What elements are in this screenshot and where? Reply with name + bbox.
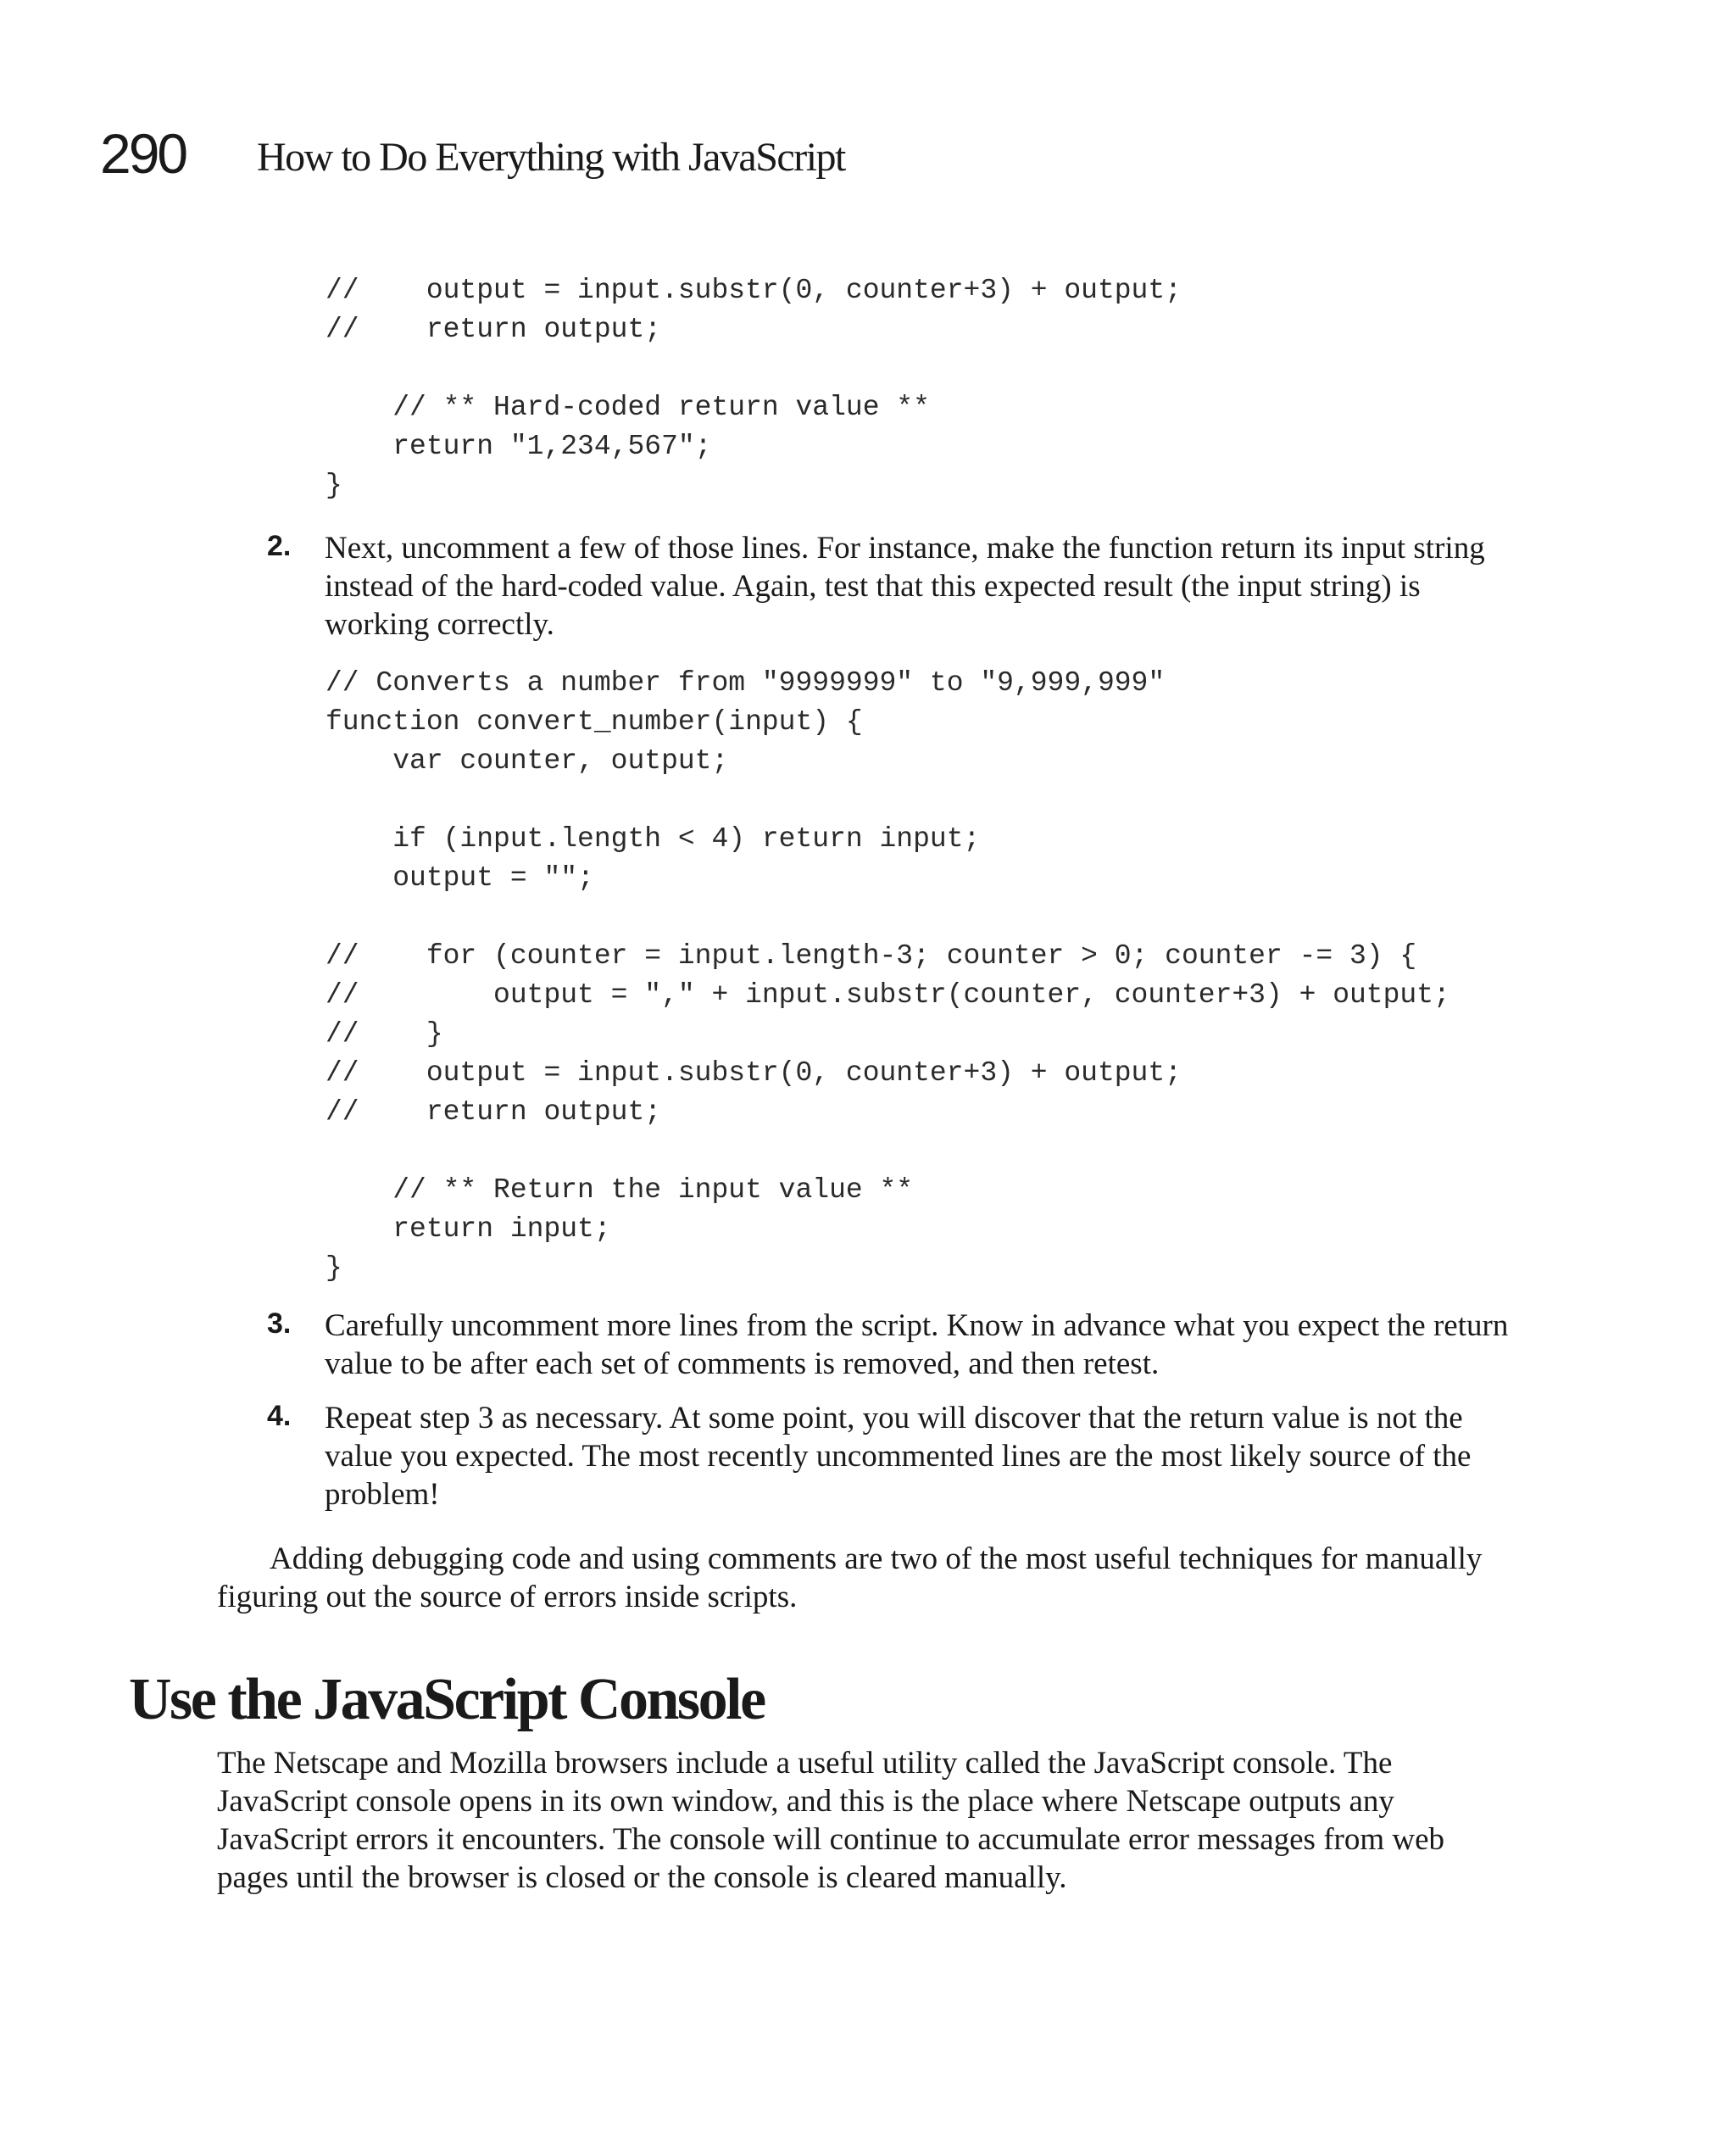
section-heading: Use the JavaScript Console <box>129 1667 765 1732</box>
step-text: Carefully uncomment more lines from the script. Know in advance what you expect the return value to be after each set of comments is removed, and then retest. <box>325 1308 1509 1381</box>
body-paragraph: Adding debugging code and using comments are two of the most useful techniques for manually figuring out the source of errors inside scripts. <box>217 1541 1483 1614</box>
running-title: How to Do Everything with JavaScript <box>257 135 845 180</box>
page-number: 290 <box>100 122 186 185</box>
section-paragraph: The Netscape and Mozilla browsers include a useful utility called the JavaScript console. The JavaScript console opens in its own window, and this is the place where Netscape outputs any JavaScript errors it encounters. The console will continue to accumulate error messages from web pages until the browser is closed or the console is cleared manually. <box>217 1746 1445 1895</box>
step-text: Next, uncomment a few of those lines. For instance, make the function return its input string instead of the hard-coded value. Again, test that this expected result (the input string) is working correctly. <box>325 531 1485 642</box>
code-block-hard-coded-return: // output = input.substr(0, counter+3) + output; // return output; // ** Hard-coded return value ** return "1,234,567"; } <box>326 275 1182 501</box>
code-block-return-input: // Converts a number from "9999999" to "9,999,999" function convert_number(input) { var counter, output; if (input.length < 4) return input; output = ""; // for (counter = input.length-3; counter > 0; counter -= 3) { // output = "," + input.substr(counter, counter+3) + output; // } // output = input.substr(0, counter+3) + output; // return output; // ** Return the input value ** return input; } <box>326 667 1450 1284</box>
step-number: 2. <box>267 530 292 562</box>
step-number: 4. <box>267 1400 292 1432</box>
step-text: Repeat step 3 as necessary. At some point, you will discover that the return value is not the value you expected. The most recently uncommented lines are the most likely source of the problem! <box>325 1401 1472 1512</box>
step-number: 3. <box>267 1307 292 1340</box>
